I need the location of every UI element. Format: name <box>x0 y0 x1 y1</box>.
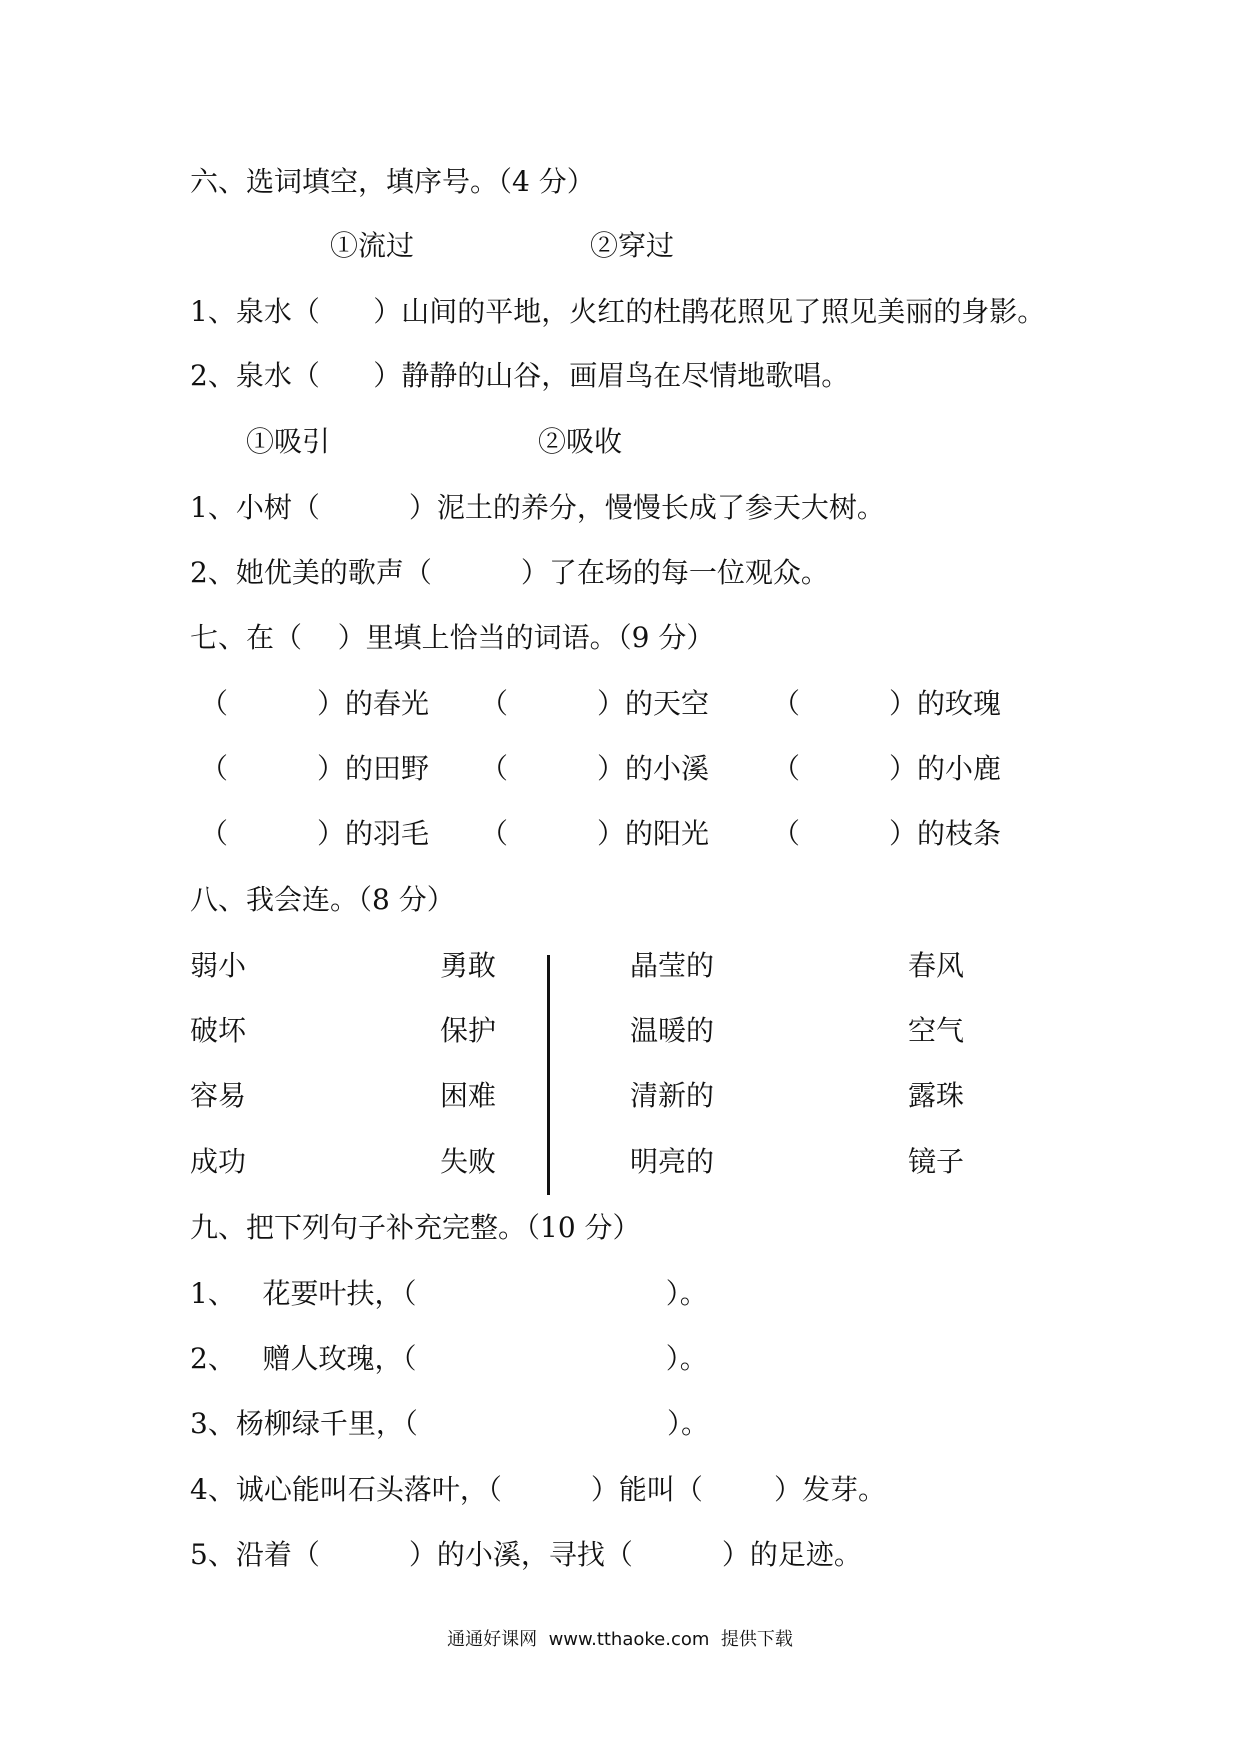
match-word: 困难 <box>440 1079 497 1112</box>
fill-cell: （ ）的天空 <box>480 687 710 720</box>
match-word: 清新的 <box>630 1079 715 1112</box>
section-6-heading: 六、选词填空，填序号。（4 分） <box>190 165 595 198</box>
fill-cell: （ ）的春光 <box>200 687 430 720</box>
section-9-heading: 九、把下列句子补充完整。（10 分） <box>190 1211 641 1244</box>
match-word: 镜子 <box>908 1145 965 1178</box>
match-word: 温暖的 <box>630 1014 715 1047</box>
match-word: 弱小 <box>190 949 247 982</box>
match-word: 容易 <box>190 1079 247 1112</box>
fill-cell: （ ）的小溪 <box>480 752 710 785</box>
match-word: 保护 <box>440 1014 497 1047</box>
fill-cell: （ ）的枝条 <box>772 817 1002 850</box>
match-word: 晶莹的 <box>630 949 715 982</box>
section-7-heading: 七、在（ ）里填上恰当的词语。（9 分） <box>190 621 715 654</box>
match-word: 破坏 <box>190 1014 247 1047</box>
question-a2: 2、泉水（ ）静静的山谷，画眉鸟在尽情地歌唱。 <box>190 359 850 392</box>
fill-cell: （ ）的玫瑰 <box>772 687 1002 720</box>
sentence-5: 5、沿着（ ）的小溪，寻找（ ）的足迹。 <box>190 1538 862 1571</box>
fill-cell: （ ）的阳光 <box>480 817 710 850</box>
option-a1: ①流过 <box>330 229 415 262</box>
match-word: 空气 <box>908 1014 965 1047</box>
question-b2: 2、她优美的歌声（ ）了在场的每一位观众。 <box>190 556 829 589</box>
fill-cell: （ ）的田野 <box>200 752 430 785</box>
match-word: 春风 <box>908 949 965 982</box>
sentence-4: 4、诚心能叫石头落叶，（ ）能叫（ ）发芽。 <box>190 1473 887 1506</box>
fill-cell: （ ）的羽毛 <box>200 817 430 850</box>
fill-cell: （ ）的小鹿 <box>772 752 1002 785</box>
sentence-2: 2、 赠人玫瑰，（ ）。 <box>190 1342 708 1375</box>
match-word: 失败 <box>440 1145 497 1178</box>
divider-line <box>547 955 550 1195</box>
match-word: 勇敢 <box>440 949 497 982</box>
section-8-heading: 八、我会连。（8 分） <box>190 883 455 916</box>
match-word: 成功 <box>190 1145 247 1178</box>
match-word: 明亮的 <box>630 1145 715 1178</box>
sentence-3: 3、杨柳绿千里，（ ）。 <box>190 1407 710 1440</box>
option-b1: ①吸引 <box>246 425 331 458</box>
match-word: 露珠 <box>908 1079 965 1112</box>
question-b1: 1、小树（ ）泥土的养分，慢慢长成了参天大树。 <box>190 491 885 524</box>
question-a1: 1、泉水（ ）山间的平地，火红的杜鹃花照见了照见美丽的身影。 <box>190 295 1046 328</box>
sentence-1: 1、 花要叶扶，（ ）。 <box>190 1277 708 1310</box>
footer-text: 通通好课网 www.tthaoke.com 提供下载 <box>447 1629 793 1650</box>
option-a2: ②穿过 <box>590 229 675 262</box>
option-b2: ②吸收 <box>538 425 623 458</box>
